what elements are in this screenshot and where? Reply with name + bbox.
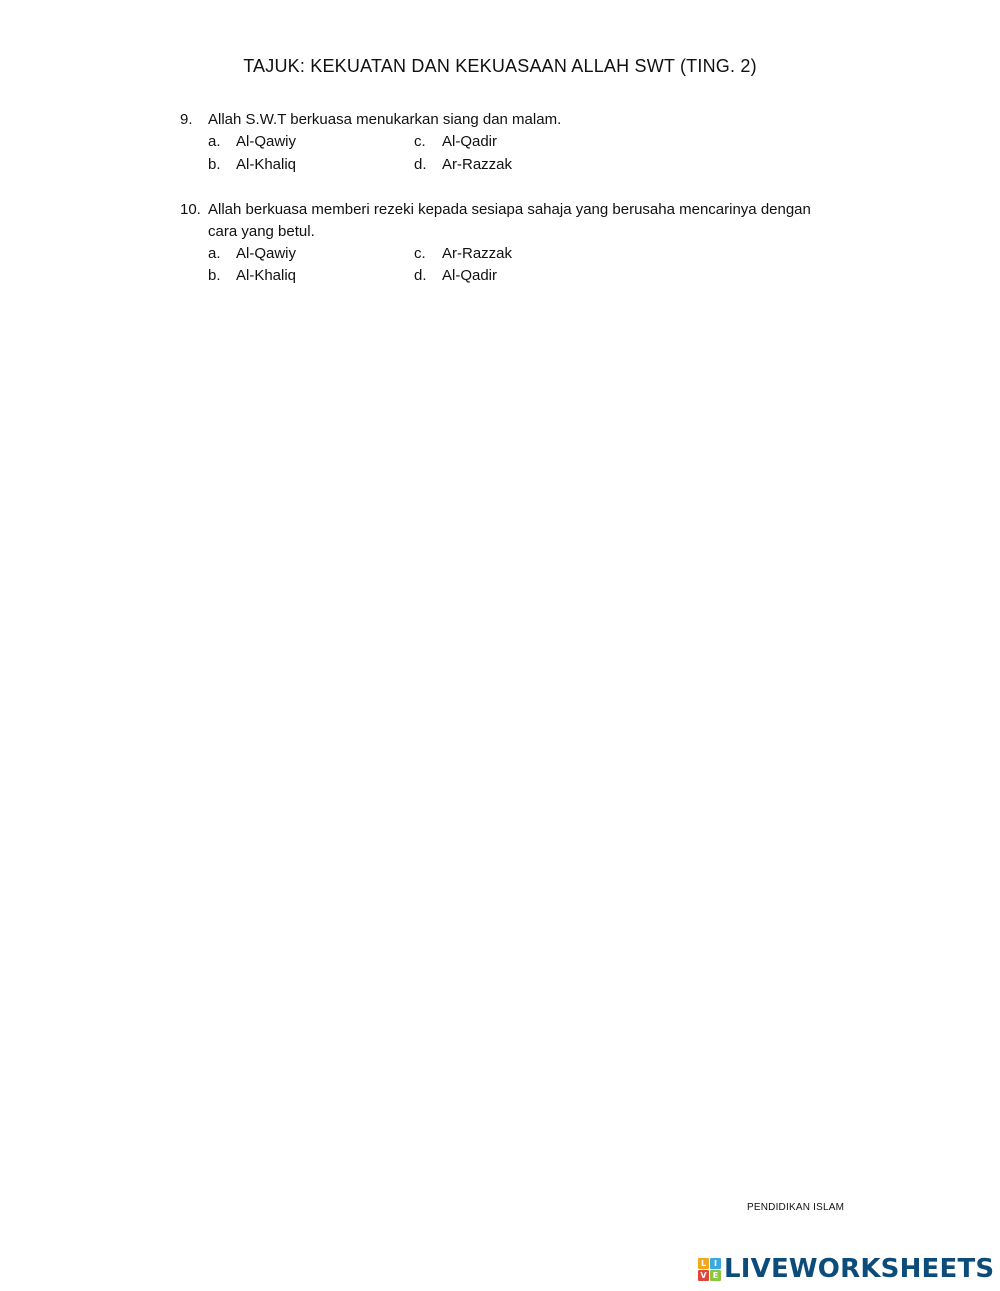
option-text: Ar-Razzak [442,156,513,173]
option-text: Al-Khaliq [236,156,297,173]
option-letter: b. [208,267,221,284]
brand-watermark [698,1252,994,1286]
option-text: Al-Qadir [442,267,498,284]
option-text: Ar-Razzak [442,245,513,262]
question-text: Allah berkuasa memberi rezeki kepada sesiapa sahaja yang berusaha mencarinya dengan cara yang betul. [208,201,811,240]
logo-letter-v: V [698,1270,709,1281]
logo-letter-i: I [710,1258,721,1269]
option-d[interactable] [414,265,497,287]
option-b[interactable] [208,265,296,287]
option-c[interactable] [414,243,512,265]
option-letter: d. [414,267,427,284]
option-text: Al-Qawiy [236,133,297,150]
option-b[interactable] [208,154,296,176]
option-letter: a. [208,245,221,262]
liveworksheets-logo-icon [698,1258,721,1281]
option-text: Al-Qadir [442,133,498,150]
logo-letter-l: L [698,1258,709,1269]
option-d[interactable] [414,154,512,176]
question-number: 10. [180,201,201,218]
logo-letter-e: E [710,1270,721,1281]
option-letter: c. [414,245,426,262]
brand-name: LIVEWORKSHEETS [724,1254,995,1284]
option-letter: c. [414,133,426,150]
option-letter: a. [208,133,221,150]
footer-subject-label: PENDIDIKAN ISLAM [747,1202,845,1213]
question-9 [180,109,840,131]
option-a[interactable] [208,131,296,153]
option-a[interactable] [208,243,296,265]
option-text: Al-Qawiy [236,245,297,262]
question-number: 9. [180,111,193,128]
option-c[interactable] [414,131,497,153]
question-text: Allah S.W.T berkuasa menukarkan siang dan malam. [208,111,562,128]
option-letter: b. [208,156,221,173]
option-text: Al-Khaliq [236,267,297,284]
page-title: TAJUK: KEKUATAN DAN KEKUASAAN ALLAH SWT (TING. 2) [243,56,757,76]
option-letter: d. [414,156,427,173]
question-10 [180,199,830,243]
